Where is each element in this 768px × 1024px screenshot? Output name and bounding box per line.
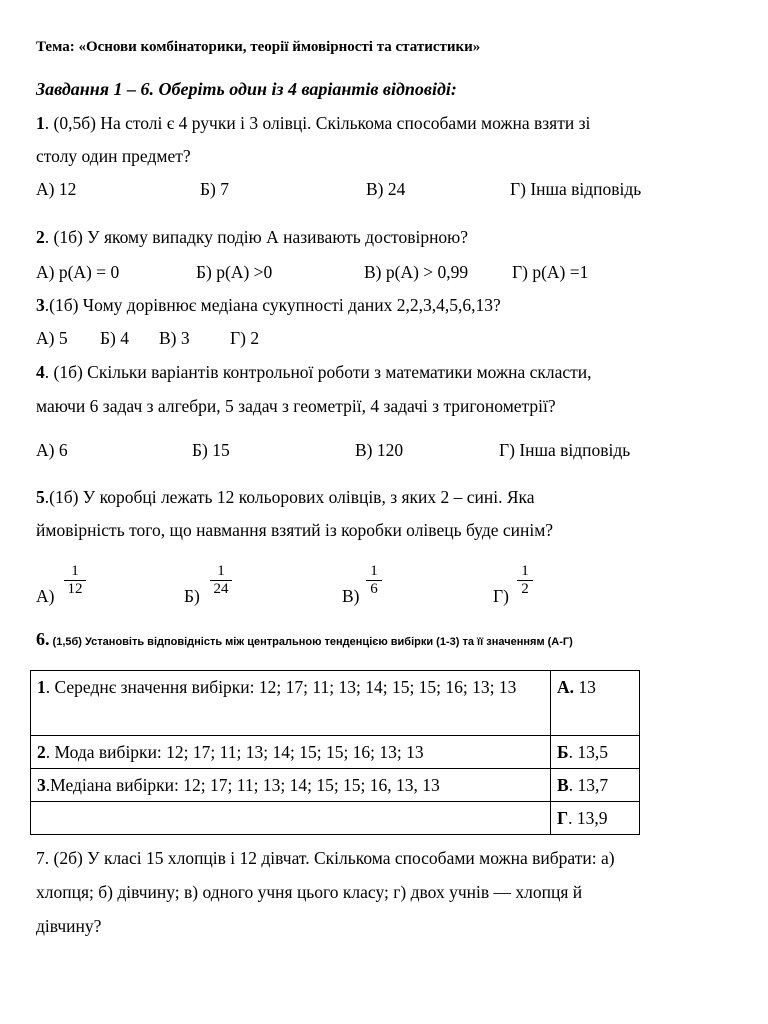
question-4-option-a: А) 6 [36, 440, 68, 460]
row-number: 2 [37, 742, 46, 762]
question-4-text: . (1б) Скільки варіантів контрольної роботи з математики можна скласти, [44, 362, 592, 382]
question-5-option-a-fraction [64, 564, 86, 597]
question-6-text: (1,5б) Установіть відповідність між центральною тенденцією вибірки (1-3) та її значенням (А-Г) [49, 636, 573, 648]
row-number: 3 [37, 775, 46, 795]
question-1-line-2: столу один предмет? [36, 146, 191, 166]
row-value: . 13,9 [568, 808, 608, 828]
row-letter: В [557, 775, 569, 795]
row-letter: А. [557, 677, 575, 697]
question-7-line-3: дівчину? [36, 916, 102, 936]
fraction-denominator: 6 [370, 581, 378, 597]
question-4-line-1 [36, 361, 592, 383]
fraction-numerator: 1 [64, 564, 86, 581]
table-cell-left [31, 736, 551, 769]
question-5-option-c-label: В) [342, 586, 360, 606]
question-1-line-1 [36, 112, 590, 134]
fraction-denominator: 12 [67, 581, 83, 597]
question-5-option-d-fraction [517, 564, 533, 597]
row-text: . Середнє значення вибірки: 12; 17; 11; 13; 14; 15; 15; 16; 13; 13 [45, 677, 517, 697]
question-4-option-c: В) 120 [355, 440, 404, 460]
question-2-option-b: Б) р(А) >0 [196, 262, 273, 282]
fraction-denominator: 2 [521, 581, 529, 597]
question-5-line-2: ймовірність того, що навмання взятий із коробки олівець буде синім? [36, 520, 554, 540]
question-1-option-d: Г) Інша відповідь [510, 179, 642, 199]
question-6-number: 6. [36, 629, 50, 649]
table-cell-left [31, 769, 551, 802]
fraction-numerator: 1 [517, 564, 533, 581]
document-topic: Тема: «Основи комбінаторики, теорії ймовірності та статистики» [36, 39, 481, 55]
question-5-option-b-fraction [210, 564, 232, 597]
row-text: .Медіана вибірки: 12; 17; 11; 13; 14; 15; 15; 16, 13, 13 [45, 775, 440, 795]
question-7-line-1: 7. (2б) У класі 15 хлопців і 12 дівчат. Скількома способами можна вибрати: а) [36, 848, 615, 868]
question-5-text: .(1б) У коробці лежать 12 кольорових олівців, з яких 2 – сині. Яка [44, 487, 535, 507]
question-1-text: . (0,5б) На столі є 4 ручки і 3 олівці. Скількома способами можна взяти зі [44, 113, 591, 133]
row-value: . 13,7 [568, 775, 609, 795]
question-1-number: 1 [36, 113, 45, 133]
question-5-option-c-fraction [366, 564, 382, 597]
question-5-option-b-label: Б) [184, 586, 200, 606]
table-row [31, 769, 640, 802]
question-3-number: 3 [36, 295, 45, 315]
question-5-number: 5 [36, 487, 45, 507]
row-letter: Б [557, 742, 569, 762]
question-2-number: 2 [36, 227, 45, 247]
question-6-heading [36, 628, 573, 653]
question-1-option-a: А) 12 [36, 179, 77, 199]
table-cell-left [31, 671, 551, 736]
question-1-option-c: В) 24 [366, 179, 406, 199]
row-number: 1 [37, 677, 46, 697]
row-text: . Мода вибірки: 12; 17; 11; 13; 14; 15; 15; 16; 13; 13 [45, 742, 424, 762]
question-3-option-d: Г) 2 [230, 328, 260, 348]
fraction-denominator: 24 [213, 581, 229, 597]
table-cell-right [551, 736, 640, 769]
question-1-option-b: Б) 7 [200, 179, 230, 199]
table-row [31, 671, 640, 736]
table-cell-right [551, 671, 640, 736]
question-4-number: 4 [36, 362, 45, 382]
question-3-option-b: Б) 4 [100, 328, 130, 348]
row-value: . 13,5 [568, 742, 608, 762]
question-3-option-c: В) 3 [159, 328, 190, 348]
table-cell-left [31, 802, 551, 835]
question-3-text: .(1б) Чому дорівнює медіана сукупності даних 2,2,3,4,5,6,13? [44, 295, 501, 315]
question-2-option-a: А) р(А) = 0 [36, 262, 120, 282]
fraction-numerator: 1 [366, 564, 382, 581]
matching-table [30, 670, 640, 835]
question-7-line-2: хлопця; б) дівчину; в) одного учня цього класу; г) двох учнів — хлопця й [36, 882, 583, 902]
question-2-option-d: Г) р(А) =1 [512, 262, 589, 282]
question-2-option-c: В) р(А) > 0,99 [364, 262, 469, 282]
question-5-option-d-label: Г) [493, 586, 509, 606]
question-2-text: . (1б) У якому випадку подію А називають достовірною? [44, 227, 469, 247]
question-4-line-2: маючи 6 задач з алгебри, 5 задач з геометрії, 4 задачі з тригонометрії? [36, 396, 556, 416]
question-5-option-a-label: А) [36, 586, 55, 606]
question-3-line-1 [36, 294, 501, 316]
fraction-numerator: 1 [210, 564, 232, 581]
table-row [31, 802, 640, 835]
tasks-instruction: Завдання 1 – 6. Оберіть один із 4 варіантів відповіді: [36, 79, 457, 99]
question-2-line-1 [36, 226, 468, 248]
row-value: 13 [574, 677, 596, 697]
question-4-option-b: Б) 15 [192, 440, 230, 460]
table-cell-right [551, 802, 640, 835]
table-cell-right [551, 769, 640, 802]
question-5-line-1 [36, 486, 535, 508]
question-4-option-d: Г) Інша відповідь [499, 440, 631, 460]
table-row [31, 736, 640, 769]
question-3-option-a: А) 5 [36, 328, 68, 348]
row-letter: Г [557, 808, 569, 828]
